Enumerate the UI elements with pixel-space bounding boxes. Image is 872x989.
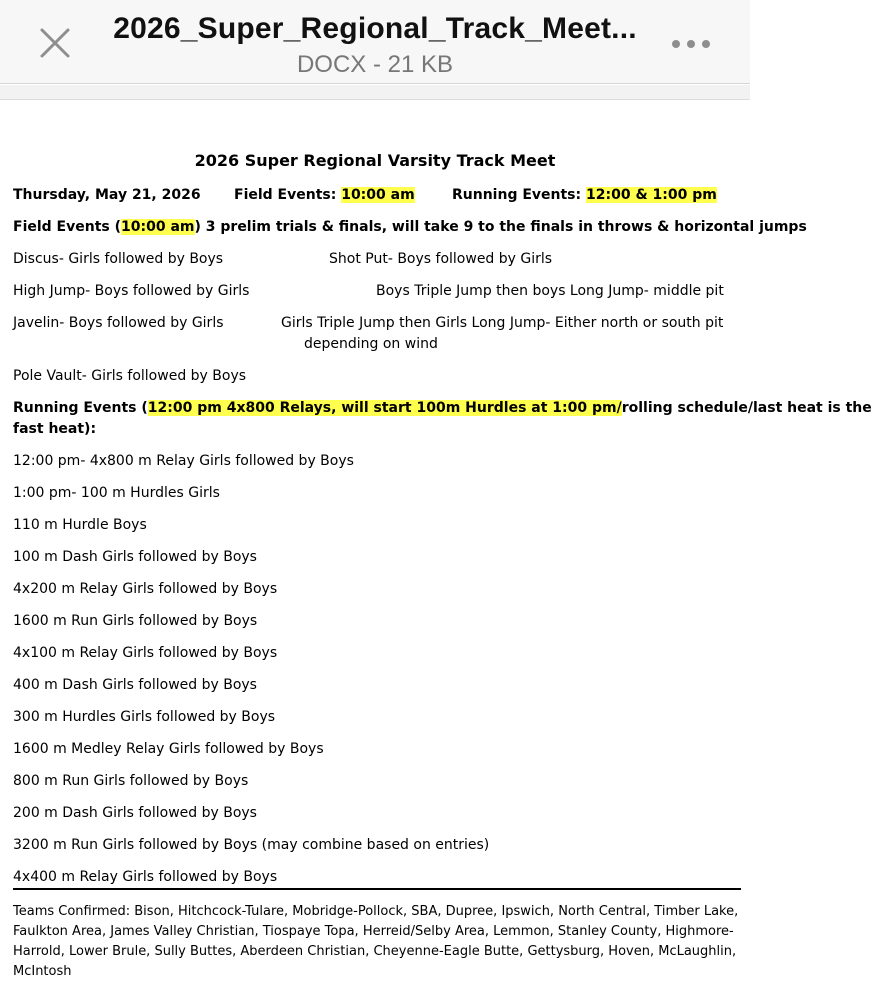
field-heading-post: ) 3 prelim trials & finals, will take 9 to the finals in throws & horizontal jumps xyxy=(194,219,807,235)
meet-date: Thursday, May 21, 2026 xyxy=(13,187,201,203)
running-events-heading-cont: fast heat): xyxy=(13,421,97,437)
running-event: 4x400 m Relay Girls followed by Boys xyxy=(13,869,278,885)
event-pole-vault: Pole Vault- Girls followed by Boys xyxy=(13,368,247,384)
running-event: 300 m Hurdles Girls followed by Boys xyxy=(13,709,276,725)
close-button[interactable] xyxy=(34,22,78,66)
event-girls-triple-jump-cont: depending on wind xyxy=(304,336,438,352)
event-high-jump: High Jump- Boys followed by Girls xyxy=(13,283,250,299)
event-shot-put: Shot Put- Boys followed by Girls xyxy=(329,251,553,267)
doc-heading: 2026 Super Regional Varsity Track Meet xyxy=(194,151,556,170)
event-boys-triple-jump: Boys Triple Jump then boys Long Jump- middle pit xyxy=(376,283,724,299)
event-discus: Discus- Girls followed by Boys xyxy=(13,251,224,267)
running-heading-highlight: 12:00 pm 4x800 Relays, will start 100m Hurdles at 1:00 pm/ xyxy=(147,400,622,416)
field-time-line xyxy=(234,185,415,205)
running-time-label: Running Events: xyxy=(452,187,586,203)
field-time-value: 10:00 am xyxy=(341,187,415,203)
running-event: 100 m Dash Girls followed by Boys xyxy=(13,549,257,565)
toolbar-band xyxy=(0,85,750,100)
running-event: 110 m Hurdle Boys xyxy=(13,517,147,533)
running-events-heading xyxy=(13,398,872,418)
divider-rule xyxy=(13,888,741,890)
document-page[interactable] xyxy=(0,101,872,989)
top-bar xyxy=(0,0,750,84)
running-event: 4x200 m Relay Girls followed by Boys xyxy=(13,581,278,597)
running-heading-pre: Running Events ( xyxy=(13,400,148,416)
event-girls-triple-jump: Girls Triple Jump then Girls Long Jump- Either north or south pit xyxy=(281,315,724,331)
teams-confirmed: Teams Confirmed: Bison, Hitchcock-Tulare, Mobridge-Pollock, SBA, Dupree, Ipswich, North Central, Timber Lake, Faulkton Area, James Valley Christian, Tiospaye Topa, Herreid/Selby Area, Lemmon, Stanley County, Highmore-Harrold, Lower Brule, Sully Buttes, Aberdeen Christian, Cheyenne-Eagle Butte, Gettysburg, Hoven, McLaughlin, McIntosh xyxy=(13,904,739,979)
running-event: 800 m Run Girls followed by Boys xyxy=(13,773,249,789)
running-event: 12:00 pm- 4x800 m Relay Girls followed by Boys xyxy=(13,453,354,469)
more-options-button[interactable] xyxy=(670,30,714,58)
field-time-label: Field Events: xyxy=(234,187,342,203)
running-event: 4x100 m Relay Girls followed by Boys xyxy=(13,645,278,661)
close-icon xyxy=(34,22,78,66)
document-title: 2026_Super_Regional_Track_Meet... xyxy=(113,12,637,45)
running-heading-post: rolling schedule/last heat is the xyxy=(621,400,872,416)
running-time-value: 12:00 & 1:00 pm xyxy=(586,187,717,203)
running-event: 400 m Dash Girls followed by Boys xyxy=(13,677,257,693)
running-event: 1:00 pm- 100 m Hurdles Girls xyxy=(13,485,220,501)
more-icon xyxy=(670,30,714,58)
running-event: 3200 m Run Girls followed by Boys (may combine based on entries) xyxy=(13,837,490,853)
running-event: 200 m Dash Girls followed by Boys xyxy=(13,805,257,821)
field-events-heading xyxy=(13,217,807,237)
document-subtitle: DOCX - 21 KB xyxy=(296,51,454,78)
running-event: 1600 m Run Girls followed by Boys xyxy=(13,613,258,629)
field-heading-time: 10:00 am xyxy=(121,219,195,235)
running-time-line xyxy=(452,185,717,205)
field-heading-pre: Field Events ( xyxy=(13,219,122,235)
running-event: 1600 m Medley Relay Girls followed by Boys xyxy=(13,741,324,757)
event-javelin: Javelin- Boys followed by Girls xyxy=(13,315,224,331)
